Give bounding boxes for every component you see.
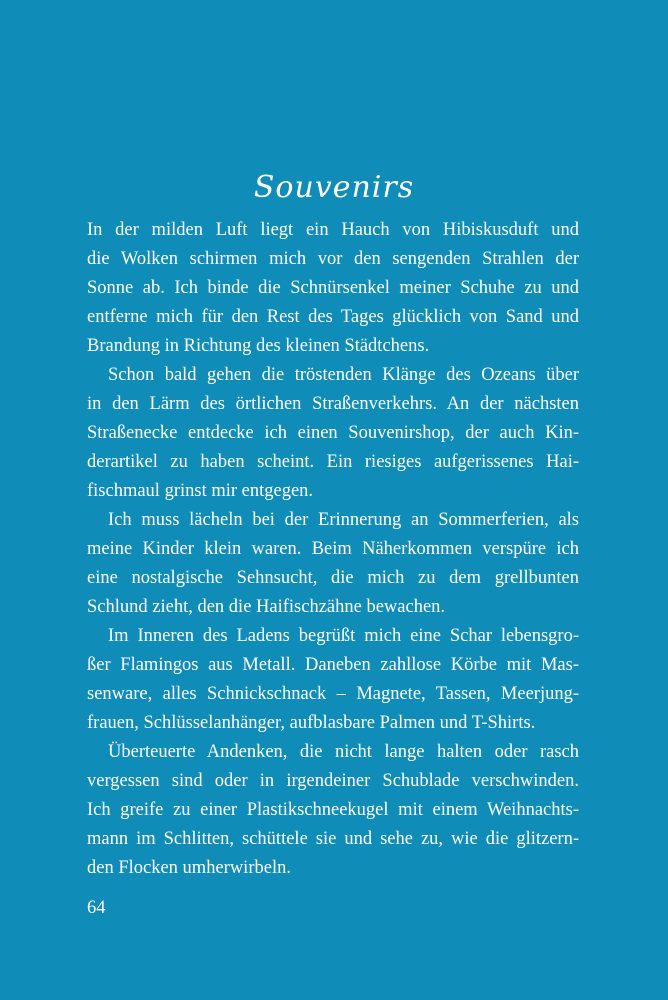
- chapter-title: Souvenirs: [253, 170, 415, 206]
- text-line: eine nostalgische Sehnsucht, die mich zu dem grellbunten: [87, 568, 579, 588]
- text-line: Schlund zieht, den die Haifischzähne bewachen.: [87, 597, 446, 617]
- text-line: Ich greife zu einer Plastikschneekugel mit einem Weihnachts-: [87, 800, 579, 820]
- text-line: Schon bald gehen die tröstenden Klänge des Ozeans über: [108, 365, 579, 385]
- text-line: Straßenecke entdecke ich einen Souvenirshop, der auch Kin-: [87, 423, 579, 443]
- text-line: Im Inneren des Ladens begrüßt mich eine Schar lebensgro-: [108, 626, 579, 646]
- text-line: ßer Flamingos aus Metall. Daneben zahllose Körbe mit Mas-: [87, 655, 579, 675]
- text-line: meine Kinder klein waren. Beim Näherkommen verspüre ich: [87, 539, 579, 559]
- paragraph: [87, 738, 579, 883]
- text-line: Brandung in Richtung des kleinen Städtchens.: [87, 336, 430, 356]
- text-line: in den Lärm des örtlichen Straßenverkehrs. An der nächsten: [87, 394, 579, 414]
- paragraph: [87, 506, 579, 622]
- text-line: derartikel zu haben scheint. Ein riesiges aufgerissenes Hai-: [87, 452, 579, 472]
- text-line: mann im Schlitten, schüttele sie und sehe zu, wie die glitzern-: [87, 829, 579, 849]
- text-line: Überteuerte Andenken, die nicht lange halten oder rasch: [108, 742, 579, 762]
- text-line: fischmaul grinst mir entgegen.: [87, 481, 314, 501]
- text-line: Sonne ab. Ich binde die Schnürsenkel meiner Schuhe zu und: [87, 278, 579, 298]
- text-line: senware, alles Schnickschnack – Magnete, Tassen, Meerjung-: [87, 684, 579, 704]
- paragraph: [87, 216, 579, 361]
- text-line: vergessen sind oder in irgendeiner Schublade verschwinden.: [87, 771, 579, 791]
- paragraph: [87, 361, 579, 506]
- paragraph: [87, 622, 579, 738]
- text-line: entferne mich für den Rest des Tages glücklich von Sand und: [87, 307, 579, 327]
- text-line: die Wolken schirmen mich vor den sengenden Strahlen der: [87, 249, 579, 269]
- text-line: frauen, Schlüsselanhänger, aufblasbare Palmen und T-Shirts.: [87, 713, 536, 733]
- text-line: den Flocken umherwirbeln.: [87, 858, 291, 878]
- text-line: Ich muss lächeln bei der Erinnerung an Sommerferien, als: [108, 510, 579, 530]
- text-line: In der milden Luft liegt ein Hauch von Hibiskusduft und: [87, 220, 579, 240]
- page-number: 64: [87, 898, 106, 918]
- chapter-body: [87, 216, 579, 883]
